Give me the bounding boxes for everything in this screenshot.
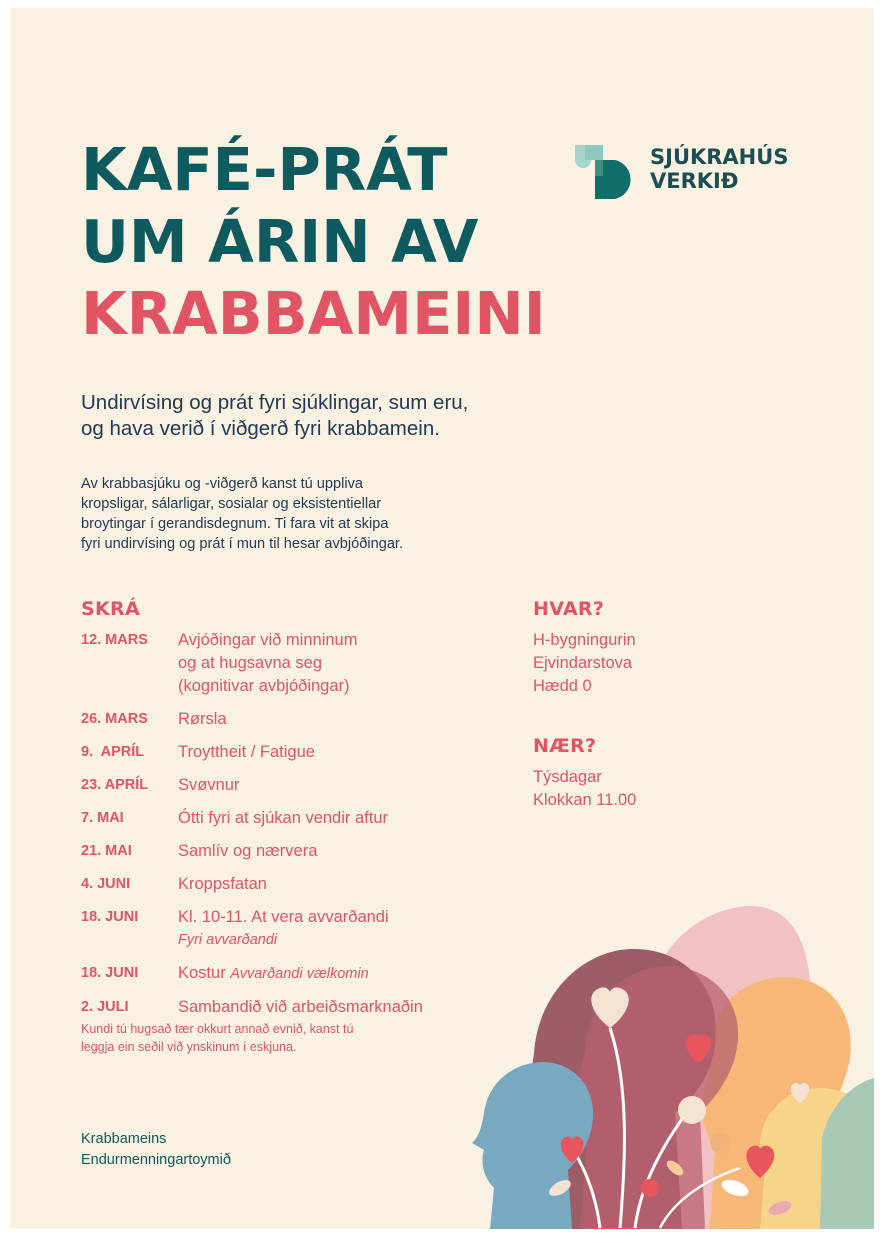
- intro-paragraph: [81, 474, 521, 554]
- flower-icon: [710, 1133, 730, 1153]
- schedule-date: 18. JUNI: [81, 965, 139, 981]
- schedule-topic: [178, 906, 389, 952]
- title-line-3: KRABBAMEINI: [81, 279, 546, 348]
- schedule-date: 26. MARS: [81, 711, 148, 727]
- note-line: leggja ein seðil við ynskinum í eskjuna.: [81, 1040, 297, 1054]
- intro-line-4: fyri undirvísing og prát í mun til hesar avbjóðingar.: [81, 536, 404, 552]
- topic-line: og at hugsavna seg: [178, 654, 323, 672]
- logo-line-2: VERKIÐ: [650, 169, 739, 193]
- poster: [10, 8, 874, 1229]
- schedule-topic: [178, 840, 317, 863]
- when-line: Týsdagar: [533, 768, 602, 786]
- schedule-row: [81, 741, 511, 764]
- topic-line-italic: Avvarðandi vælkomin: [230, 966, 369, 982]
- when-heading: NÆR?: [533, 735, 597, 757]
- topic-line: Ótti fyri at sjúkan vendir aftur: [178, 809, 388, 827]
- flower-icon: [678, 1096, 706, 1124]
- title-line-2: UM ÁRIN AV: [81, 207, 479, 276]
- note-line: Kundi tú hugsað tær okkurt annað evnið, kanst tú: [81, 1022, 354, 1036]
- schedule-topic: [178, 996, 423, 1019]
- flower-icon: [641, 1179, 659, 1197]
- hospital-logo-text: [650, 145, 788, 193]
- where-line: Ejvindarstova: [533, 654, 633, 672]
- subtitle: [81, 390, 551, 442]
- suggestion-note: [81, 1020, 421, 1056]
- logo-line-1: SJÚKRAHÚS: [650, 145, 789, 169]
- schedule-row: [81, 962, 511, 986]
- topic-line-italic: Fyri avvarðandi: [178, 932, 278, 948]
- footer-line: Endurmenningartoymið: [81, 1152, 231, 1168]
- where-heading: HVAR?: [533, 598, 605, 620]
- schedule-row: [81, 840, 511, 863]
- schedule-date: 23. APRÍL: [81, 777, 149, 793]
- schedule-list: [81, 629, 511, 1029]
- topic-line: Svøvnur: [178, 776, 240, 794]
- schedule-topic: [178, 708, 227, 731]
- topic-line: Troyttheit / Fatigue: [178, 743, 315, 761]
- schedule-date: 4. JUNI: [81, 876, 131, 892]
- when-info: [533, 766, 636, 812]
- where-line: H-bygningurin: [533, 631, 636, 649]
- where-info: [533, 629, 636, 698]
- schedule-date: 7. MAI: [81, 810, 124, 826]
- schedule-date: 12. MARS: [81, 632, 148, 648]
- schedule-row: [81, 873, 511, 896]
- team-signature: [81, 1129, 231, 1171]
- schedule-row: [81, 807, 511, 830]
- schedule-topic: [178, 741, 315, 764]
- intro-line-2: kropsligar, sálarligar, sosialar og eksistentiellar: [81, 496, 382, 512]
- intro-line-3: broytingar í gerandisdegnum. Ti fara vit at skipa: [81, 516, 389, 532]
- schedule-topic: [178, 629, 357, 698]
- schedule-date: 21. MAI: [81, 843, 132, 859]
- subtitle-line-2: og hava verið í viðgerð fyri krabbamein.: [81, 417, 440, 440]
- schedule-date: 9. APRÍL: [81, 744, 145, 760]
- topic-line: Sambandið við arbeiðsmarknaðin: [178, 998, 423, 1016]
- schedule-row: [81, 996, 511, 1019]
- silhouettes-illustration: [460, 888, 874, 1229]
- schedule-row: [81, 774, 511, 797]
- schedule-row: [81, 708, 511, 731]
- schedule-topic: [178, 873, 267, 896]
- subtitle-line-1: Undirvísing og prát fyri sjúklingar, sum eru,: [81, 391, 469, 414]
- schedule-topic: [178, 774, 239, 797]
- title-line-1: KAFÉ-PRÁT: [81, 135, 448, 204]
- schedule-row: [81, 629, 511, 698]
- when-line: Klokkan 11.00: [533, 791, 637, 809]
- topic-line: Samlív og nærvera: [178, 842, 318, 860]
- topic-line: (kognitivar avbjóðingar): [178, 677, 350, 695]
- topic-line: Rørsla: [178, 710, 227, 728]
- schedule-heading: SKRÁ: [81, 598, 140, 620]
- schedule-topic: [178, 807, 388, 830]
- schedule-topic: [178, 962, 369, 986]
- topic-line: Kostur: [178, 964, 226, 982]
- schedule-date: 2. JULI: [81, 999, 129, 1015]
- topic-line: Kl. 10-11. At vera avvarðandi: [178, 908, 389, 926]
- schedule-row: [81, 906, 511, 952]
- poster-title: [81, 134, 546, 350]
- intro-line-1: Av krabbasjúku og -viðgerð kanst tú uppliva: [81, 476, 364, 492]
- footer-line: Krabbameins: [81, 1131, 167, 1147]
- where-line: Hædd 0: [533, 677, 592, 695]
- schedule-date: 18. JUNI: [81, 909, 139, 925]
- topic-line: Kroppsfatan: [178, 875, 267, 893]
- topic-line: Avjóðingar við minninum: [178, 631, 358, 649]
